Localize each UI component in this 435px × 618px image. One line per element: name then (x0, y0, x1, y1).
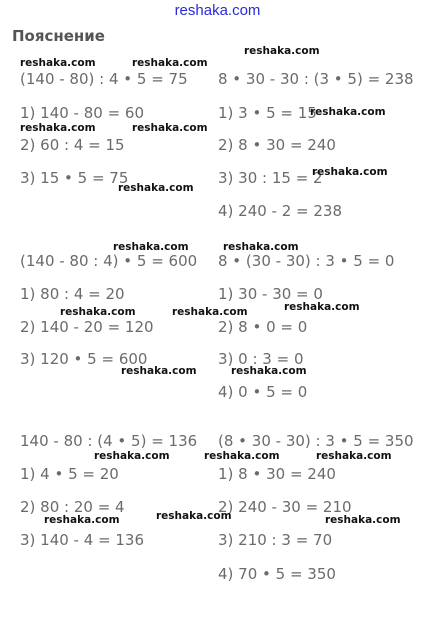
block3-left-step-1: 1) 4 • 5 = 20 (20, 465, 119, 483)
block3-left-step-3: 3) 140 - 4 = 136 (20, 531, 145, 549)
block2-left-step-1: 1) 80 : 4 = 20 (20, 285, 125, 303)
watermark: reshaka.com (244, 45, 320, 57)
block2-right-step-3: 3) 0 : 3 = 0 (218, 350, 304, 368)
block2-right-step-4: 4) 0 • 5 = 0 (218, 383, 308, 401)
block2-left-expression: (140 - 80 : 4) • 5 = 600 (20, 252, 198, 270)
block3-right-step-3: 3) 210 : 3 = 70 (218, 531, 333, 549)
block1-left-step-2: 2) 60 : 4 = 15 (20, 136, 125, 154)
block2-left-step-2: 2) 140 - 20 = 120 (20, 318, 154, 336)
watermark: reshaka.com (121, 365, 197, 377)
block3-left-step-2: 2) 80 : 20 = 4 (20, 498, 125, 516)
explanation-heading: Пояснение (12, 27, 105, 45)
watermark: reshaka.com (60, 306, 136, 318)
watermark: reshaka.com (316, 450, 392, 462)
block1-left-expression: (140 - 80) : 4 • 5 = 75 (20, 70, 188, 88)
watermark: reshaka.com (132, 122, 208, 134)
watermark: reshaka.com (113, 241, 189, 253)
block2-right-step-2: 2) 8 • 0 = 0 (218, 318, 308, 336)
block2-right-step-1: 1) 30 - 30 = 0 (218, 285, 323, 303)
site-header-link[interactable]: reshaka.com (174, 2, 261, 19)
block3-right-expression: (8 • 30 - 30) : 3 • 5 = 350 (218, 432, 414, 450)
watermark: reshaka.com (118, 182, 194, 194)
block1-right-step-3: 3) 30 : 15 = 2 (218, 169, 323, 187)
watermark: reshaka.com (223, 241, 299, 253)
watermark: reshaka.com (284, 301, 360, 313)
block1-left-step-3: 3) 15 • 5 = 75 (20, 169, 129, 187)
block3-left-expression: 140 - 80 : (4 • 5) = 136 (20, 432, 198, 450)
watermark: reshaka.com (44, 514, 120, 526)
block3-right-step-1: 1) 8 • 30 = 240 (218, 465, 336, 483)
block3-right-step-4: 4) 70 • 5 = 350 (218, 565, 336, 583)
block1-right-step-2: 2) 8 • 30 = 240 (218, 136, 336, 154)
block2-right-expression: 8 • (30 - 30) : 3 • 5 = 0 (218, 252, 395, 270)
watermark: reshaka.com (204, 450, 280, 462)
watermark: reshaka.com (132, 57, 208, 69)
watermark: reshaka.com (94, 450, 170, 462)
watermark: reshaka.com (312, 166, 388, 178)
watermark: reshaka.com (325, 514, 401, 526)
watermark: reshaka.com (156, 510, 232, 522)
block1-right-expression: 8 • 30 - 30 : (3 • 5) = 238 (218, 70, 414, 88)
block1-left-step-1: 1) 140 - 80 = 60 (20, 104, 145, 122)
watermark: reshaka.com (231, 365, 307, 377)
block1-right-step-1: 1) 3 • 5 = 15 (218, 104, 317, 122)
block1-right-step-4: 4) 240 - 2 = 238 (218, 202, 343, 220)
block2-left-step-3: 3) 120 • 5 = 600 (20, 350, 148, 368)
watermark: reshaka.com (20, 122, 96, 134)
watermark: reshaka.com (172, 306, 248, 318)
watermark: reshaka.com (310, 106, 386, 118)
watermark: reshaka.com (20, 57, 96, 69)
block3-right-step-2: 2) 240 - 30 = 210 (218, 498, 352, 516)
